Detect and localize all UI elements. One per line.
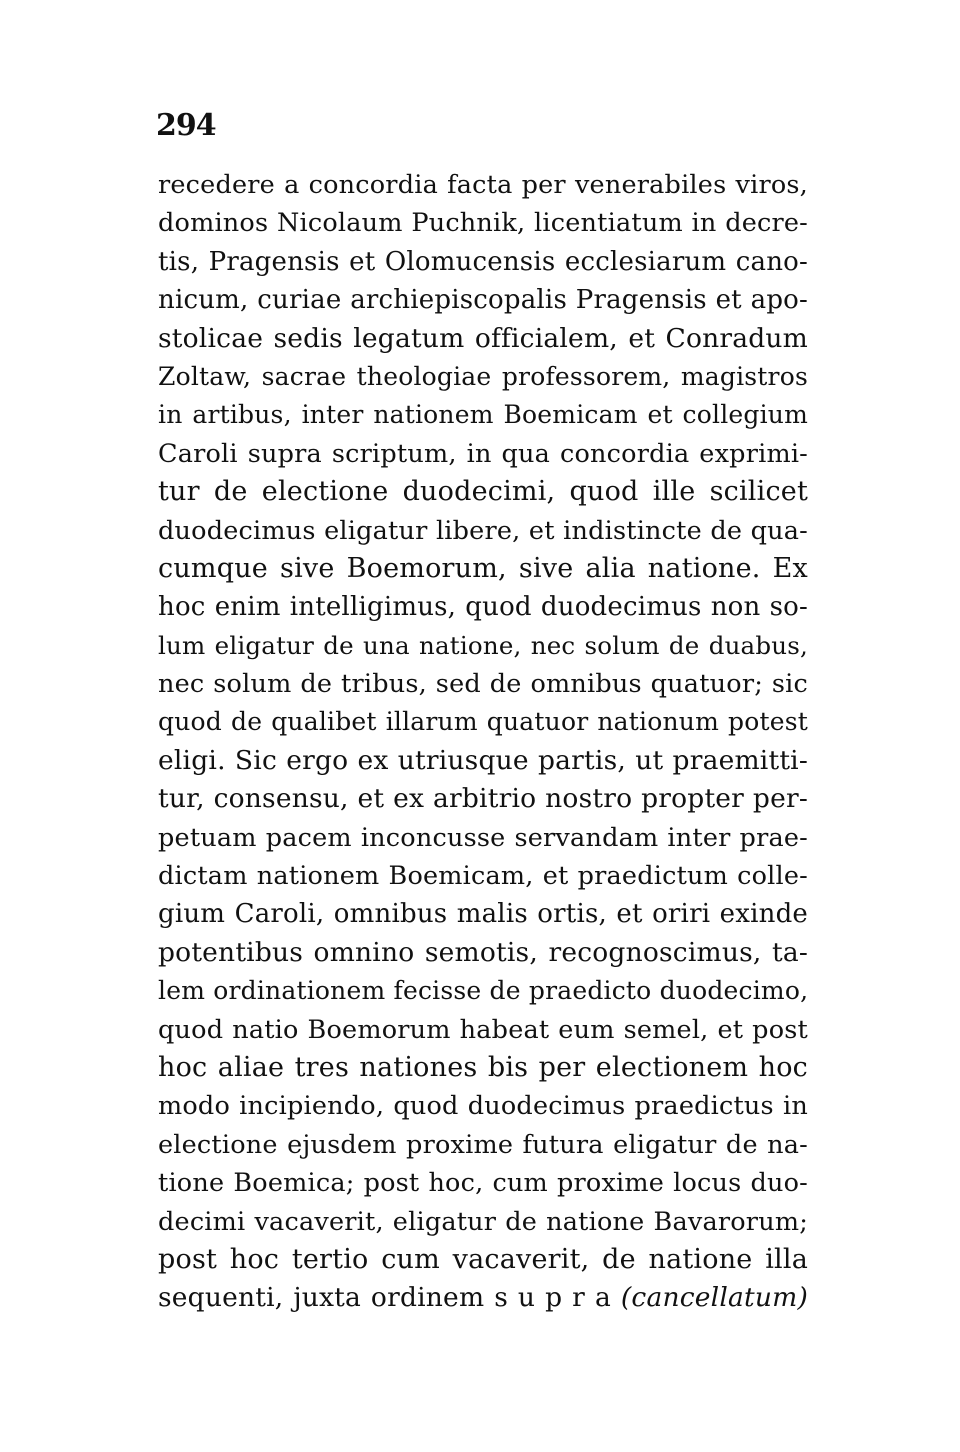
text-line: Caroli supra scriptum, in qua concordia exprimi- <box>158 438 808 469</box>
text-line: dominos Nicolaum Puchnik, licentiatum in decre- <box>158 208 808 239</box>
text-line: hoc enim intelligimus, quod duodecimus non so- <box>158 592 808 623</box>
text-line: tis, Pragensis et Olomucensis ecclesiarum cano- <box>158 246 808 277</box>
text-line: lem ordinationem fecisse de praedicto duodecimo, <box>158 976 809 1006</box>
body-text <box>158 166 808 1318</box>
italic-annotation: (cancellatum) <box>620 1282 808 1314</box>
text-line: stolicae sedis legatum officialem, et Conradum <box>158 322 808 354</box>
text-line: tur de electione duodecimi, quod ille scilicet <box>158 476 808 508</box>
text-line: lum eligatur de una natione, nec solum de duabus, <box>158 630 808 660</box>
text-line: nec solum de tribus, sed de omnibus quatuor; sic <box>158 669 808 700</box>
text-line: decimi vacaverit, eligatur de natione Bavarorum; <box>158 1206 808 1237</box>
text-line: petuam pacem inconcusse servandam inter prae- <box>158 822 808 853</box>
text-line: quod de qualibet illarum quatuor nationum potest <box>158 707 808 737</box>
text-line: dictam nationem Boemicam, et praedictum colle- <box>158 861 808 892</box>
text-line-last <box>158 1279 808 1317</box>
text-line: eligi. Sic ergo ex utriusque partis, ut praemitti- <box>158 744 808 776</box>
text-line: electione ejusdem proxime futura eligatur de na- <box>158 1129 808 1160</box>
text-line: hoc aliae tres nationes bis per electionem hoc <box>158 1051 808 1083</box>
text-line: quod natio Boemorum habeat eum semel, et post <box>158 1014 808 1045</box>
text-line: gium Caroli, omnibus malis ortis, et oriri exinde <box>158 899 808 930</box>
text-line: Zoltaw, sacrae theologiae professorem, magistros <box>158 361 808 391</box>
text-line: recedere a concordia facta per venerabiles viros, <box>158 170 808 200</box>
text-line: cumque sive Boemorum, sive alia natione. Ex <box>158 552 808 584</box>
text-line: duodecimus eligatur libere, et indistincte de qua- <box>158 515 808 546</box>
text-line: post hoc tertio cum vacaverit, de natione illa <box>158 1243 808 1275</box>
text-line: potentibus omnino semotis, recognoscimus, ta- <box>158 936 808 968</box>
text-line: modo incipiendo, quod duodecimus praedictus in <box>158 1091 808 1122</box>
text-line: tione Boemica; post hoc, cum proxime locus duo- <box>158 1168 808 1199</box>
last-line-text: sequenti, juxta ordinem s u p r a <box>158 1282 621 1314</box>
text-line: nicum, curiae archiepiscopalis Pragensis et apo- <box>158 285 808 316</box>
text-line: in artibus, inter nationem Boemicam et collegium <box>158 400 808 430</box>
text-line: tur, consensu, et ex arbitrio nostro propter per- <box>158 783 808 815</box>
page-number: 294 <box>156 108 216 143</box>
